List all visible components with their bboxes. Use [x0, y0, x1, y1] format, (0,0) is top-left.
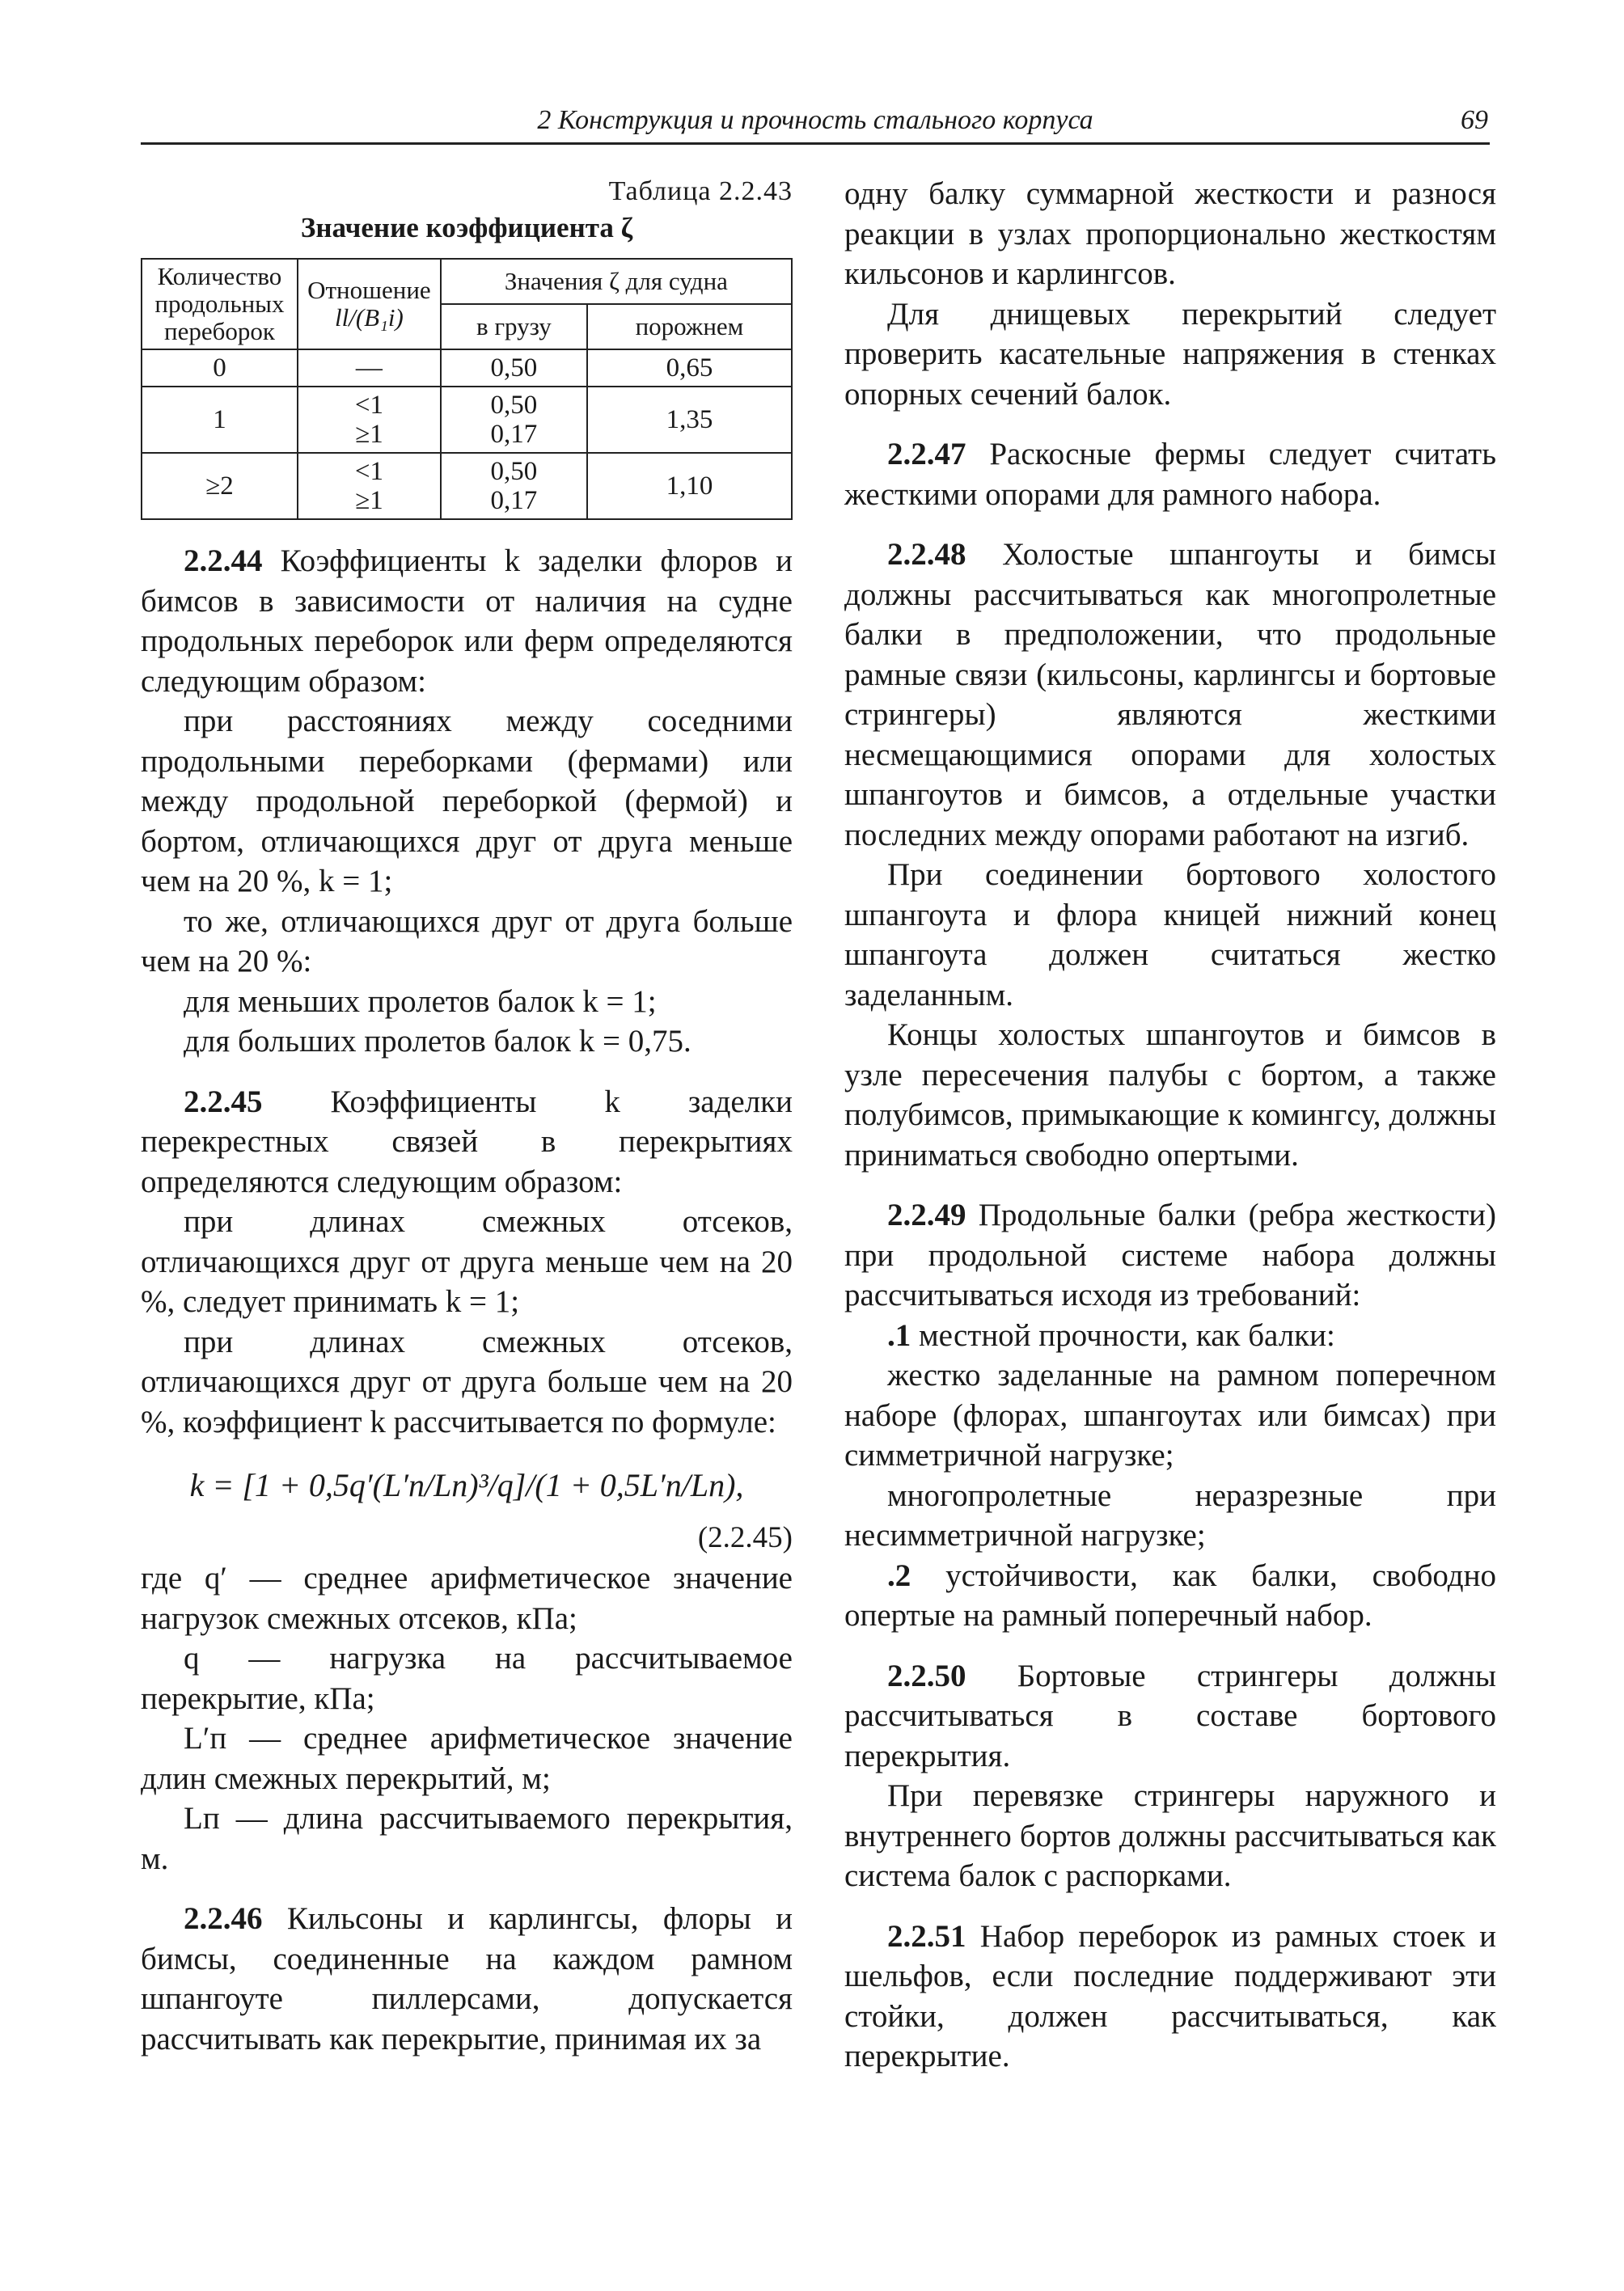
para: При соединении бортового холостого шпангоута и флора кницей нижний конец шпангоута должен считаться жестко заделанным. [844, 857, 1496, 1012]
cell-line: <1 [354, 457, 383, 486]
zeta-table [141, 258, 793, 520]
cell-line: ≥1 [355, 420, 383, 449]
para-text: Продольные балки (ребра жесткости) при продольной системе набора должны рассчитываться исходя из требований: [844, 1198, 1496, 1312]
cell [298, 453, 441, 519]
cell [298, 387, 441, 453]
running-header [141, 104, 1490, 145]
para: Для днищевых перекрытий следует проверить касательные напряжения в стенках опорных сечений балок. [844, 296, 1496, 412]
section-number: 2.2.44 [184, 543, 263, 578]
cell: — [298, 349, 441, 387]
item-text: устойчивости, как балки, свободно опертые на рамный поперечный набор. [844, 1558, 1496, 1633]
section-number: 2.2.51 [887, 1918, 966, 1954]
formula-text: k = [1 + 0,5q′(L′п/Lп)³/q]/(1 + 0,5L′п/Lп), [189, 1467, 744, 1503]
section-number: 2.2.46 [184, 1901, 263, 1936]
cell-line: 0,50 [490, 391, 538, 420]
table-row [142, 453, 792, 519]
cell: 1,35 [587, 387, 792, 453]
para-text: Коэффициенты k заделки перекрестных связей в перекрытиях определяются следующим образом: [141, 1084, 793, 1199]
section-number: 2.2.50 [887, 1658, 966, 1693]
table-caption: Таблица 2.2.43 [608, 176, 793, 206]
formula-2-2-45 [141, 1453, 793, 1518]
para-2-2-49 [844, 1195, 1496, 1316]
para-2-2-44 [141, 541, 793, 701]
item-number: .2 [887, 1558, 911, 1593]
cell: 1 [142, 387, 298, 453]
item-number: .1 [887, 1317, 911, 1353]
cell: 0 [142, 349, 298, 387]
section-number: 2.2.49 [887, 1198, 966, 1232]
left-column [141, 174, 793, 2059]
section-number: 2.2.47 [887, 437, 966, 471]
cell-line: 0,17 [490, 486, 538, 515]
cell-line: 0,17 [490, 420, 538, 449]
para: многопролетные неразрезные при несимметричной нагрузке; [844, 1477, 1496, 1553]
section-number: 2.2.45 [184, 1084, 263, 1119]
th-group: Значения ζ для судна [441, 259, 792, 304]
para-text: Набор переборок из рамных стоек и шельфов, если последние поддерживают эти стойки, должен рассчитываться, как перекрытие. [844, 1918, 1497, 2073]
formula-number: (2.2.45) [697, 1521, 793, 1554]
th-ratio-label: Отношение [307, 276, 431, 304]
page-number: 69 [1461, 105, 1488, 135]
para-text: Холостые шпангоуты и бимсы должны рассчитываться как многопролетные балки в предположении, что продольные рамные связи (кильсоны, карлингсы и бортовые стрингеры) являются жесткими несмещающимися опорами для холостых шпангоутов и бимсов, а отдельные участки последних между опорами работают на изгиб. [844, 537, 1497, 852]
para: для меньших пролетов балок k = 1; [184, 983, 657, 1019]
para: при длинах смежных отсеков, отличающихся друг от друга меньше чем на 20 %, следует принимать k = 1; [141, 1204, 793, 1319]
para-2-2-46 [141, 1899, 793, 2059]
para: для больших пролетов балок k = 0,75. [184, 1024, 691, 1059]
definition: q — нагрузка на рассчитываемое перекрытие, кПа; [141, 1641, 793, 1716]
definition: Lп — длина рассчитываемого перекрытия, м. [141, 1801, 793, 1876]
cell [441, 453, 587, 519]
para-text: Коэффициенты k заделки флоров и бимсов в зависимости от наличия на судне продольных переборок или ферм определяются следующим образом: [141, 543, 793, 699]
th-count: Количество продольных переборок [142, 259, 298, 349]
list-item [844, 1556, 1496, 1636]
right-column [844, 174, 1496, 2077]
th-loaded: в грузу [441, 304, 587, 349]
cell-line: <1 [354, 391, 383, 420]
table-row [142, 387, 792, 453]
para-2-2-47 [844, 434, 1496, 514]
para-text: Бортовые стрингеры должны рассчитываться в составе бортового перекрытия. [844, 1658, 1497, 1773]
definition: где q′ — среднее арифметическое значение нагрузок смежных отсеков, кПа; [141, 1561, 793, 1636]
th-ratio-expr: ll/(B₁i) [334, 303, 404, 332]
table-title: Значение коэффициента ζ [300, 212, 633, 243]
th-ratio [298, 259, 441, 349]
para: то же, отличающихся друг от друга больше чем на 20 %: [141, 903, 793, 979]
header-title: 2 Конструкция и прочность стального корпуса [537, 105, 1093, 135]
cell-line: 0,50 [490, 457, 538, 486]
para-2-2-50 [844, 1656, 1496, 1777]
list-item [844, 1316, 1496, 1356]
para: при длинах смежных отсеков, отличающихся друг от друга больше чем на 20 %, коэффициент k рассчитывается по формуле: [141, 1324, 793, 1439]
section-number: 2.2.48 [887, 537, 966, 572]
para-2-2-48 [844, 535, 1496, 855]
para: жестко заделанные на рамном поперечном наборе (флорах, шпангоутах или бимсах) при симметричной нагрузке; [844, 1358, 1496, 1473]
cell [441, 387, 587, 453]
para: при расстояниях между соседними продольными переборками (фермами) или между продольной переборкой (фермой) и бортом, отличающихся друг от друга меньше чем на 20 %, k = 1; [141, 704, 793, 898]
item-text: местной прочности, как балки: [919, 1317, 1335, 1353]
para: При перевязке стрингеры наружного и внутреннего бортов должны рассчитываться как система балок с распорками. [844, 1778, 1496, 1893]
definition: L′п — среднее арифметическое значение длин смежных перекрытий, м; [141, 1721, 793, 1796]
para-2-2-51 [844, 1917, 1496, 2077]
para-2-2-45 [141, 1082, 793, 1203]
para-text: Кильсоны и карлингсы, флоры и бимсы, соединенные на каждом рамном шпангоуте пиллерсами, допускается рассчитывать как перекрытие, принимая их за [141, 1901, 793, 2056]
th-empty: порожнем [587, 304, 792, 349]
table-row [142, 349, 792, 387]
cell-line: ≥1 [355, 486, 383, 515]
para: одну балку суммарной жесткости и разнося реакции в узлах пропорционально жесткостям кильсонов и карлингсов. [844, 176, 1496, 291]
para-text: Раскосные фермы следует считать жесткими опорами для рамного набора. [844, 437, 1497, 512]
cell: 0,50 [441, 349, 587, 387]
cell: ≥2 [142, 453, 298, 519]
cell: 1,10 [587, 453, 792, 519]
cell: 0,65 [587, 349, 792, 387]
para: Концы холостых шпангоутов и бимсов в узле пересечения палубы с бортом, а также полубимсов, примыкающие к комингсу, должны приниматься свободно опертыми. [844, 1017, 1496, 1173]
